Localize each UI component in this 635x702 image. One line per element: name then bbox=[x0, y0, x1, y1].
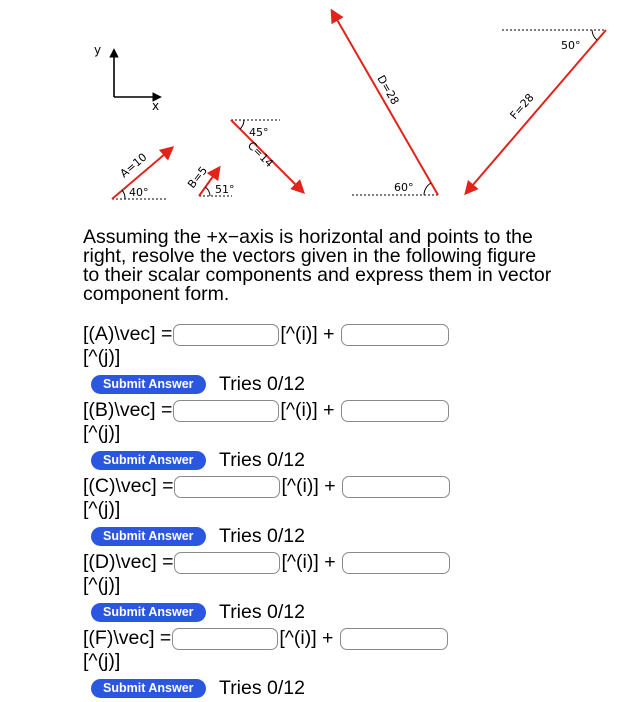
submit-answer-button[interactable]: Submit Answer bbox=[91, 679, 206, 698]
submit-answer-button[interactable]: Submit Answer bbox=[91, 451, 206, 470]
i-hat-label: [^(i)] + bbox=[280, 399, 335, 421]
question-c bbox=[83, 474, 635, 550]
question-a bbox=[83, 322, 635, 398]
vector-b-label: B=5 bbox=[185, 164, 210, 191]
angle-arc-f bbox=[592, 30, 597, 40]
j-hat-label: [^(j)] bbox=[83, 574, 121, 596]
vector-f-label: F=28 bbox=[507, 91, 537, 122]
j-hat-label: [^(j)] bbox=[83, 422, 121, 444]
vector-f-i-input[interactable] bbox=[172, 628, 278, 650]
vector-d-arrow bbox=[332, 11, 438, 195]
angle-f-label: 50° bbox=[561, 39, 581, 52]
problem-statement: Assuming the +x−axis is horizontal and points to the right, resolve the vectors given in the following figure to their scalar components and express them in vector component form. bbox=[83, 226, 552, 305]
axes bbox=[94, 43, 160, 113]
vector-b bbox=[185, 164, 234, 196]
vector-f bbox=[466, 30, 606, 193]
i-hat-label: [^(i)] + bbox=[279, 627, 334, 649]
angle-arc-b bbox=[205, 187, 210, 196]
angle-c-label: 45° bbox=[249, 126, 269, 139]
vector-a bbox=[112, 148, 172, 199]
x-axis-label: x bbox=[152, 99, 160, 113]
question-f bbox=[83, 626, 635, 702]
y-axis-label: y bbox=[94, 43, 102, 57]
vector-d-prefix: [(D)\vec] = bbox=[83, 551, 174, 573]
j-hat-label: [^(j)] bbox=[83, 498, 121, 520]
vector-d-j-input[interactable] bbox=[342, 552, 450, 574]
tries-counter: Tries 0/12 bbox=[219, 677, 305, 699]
tries-counter: Tries 0/12 bbox=[219, 601, 305, 623]
vector-f-j-input[interactable] bbox=[340, 628, 448, 650]
vector-b-j-input[interactable] bbox=[341, 400, 449, 422]
vector-d-label: D=28 bbox=[374, 73, 402, 107]
vector-a-prefix: [(A)\vec] = bbox=[83, 323, 173, 345]
question-b bbox=[83, 398, 635, 474]
submit-answer-button[interactable]: Submit Answer bbox=[91, 603, 206, 622]
vector-c-label: C=14 bbox=[244, 138, 276, 170]
submit-answer-button[interactable]: Submit Answer bbox=[91, 527, 206, 546]
tries-counter: Tries 0/12 bbox=[219, 525, 305, 547]
angle-d-label: 60° bbox=[394, 181, 414, 194]
vector-c bbox=[231, 120, 303, 192]
angle-a-label: 40° bbox=[129, 186, 149, 199]
vector-a-i-input[interactable] bbox=[173, 324, 279, 346]
vector-f-prefix: [(F)\vec] = bbox=[83, 627, 172, 649]
angle-b-label: 51° bbox=[215, 183, 235, 196]
angle-arc-c bbox=[240, 120, 244, 129]
j-hat-label: [^(j)] bbox=[83, 650, 121, 672]
vector-f-arrow bbox=[466, 30, 606, 193]
i-hat-label: [^(i)] + bbox=[280, 323, 335, 345]
j-hat-label: [^(j)] bbox=[83, 346, 121, 368]
vector-c-i-input[interactable] bbox=[174, 476, 280, 498]
vector-figure bbox=[0, 0, 635, 215]
answer-rows bbox=[83, 322, 635, 702]
tries-counter: Tries 0/12 bbox=[219, 449, 305, 471]
submit-answer-button[interactable]: Submit Answer bbox=[91, 375, 206, 394]
vector-c-prefix: [(C)\vec] = bbox=[83, 475, 174, 497]
i-hat-label: [^(i)] + bbox=[281, 475, 336, 497]
vector-d-i-input[interactable] bbox=[174, 552, 280, 574]
question-d bbox=[83, 550, 635, 626]
angle-arc-a bbox=[122, 190, 125, 199]
vector-d bbox=[332, 11, 438, 195]
vector-a-label: A=10 bbox=[117, 150, 150, 181]
vector-a-j-input[interactable] bbox=[341, 324, 449, 346]
vector-b-i-input[interactable] bbox=[173, 400, 279, 422]
vector-c-j-input[interactable] bbox=[342, 476, 450, 498]
i-hat-label: [^(i)] + bbox=[281, 551, 336, 573]
tries-counter: Tries 0/12 bbox=[219, 373, 305, 395]
vector-b-prefix: [(B)\vec] = bbox=[83, 399, 173, 421]
angle-arc-d bbox=[424, 183, 431, 195]
